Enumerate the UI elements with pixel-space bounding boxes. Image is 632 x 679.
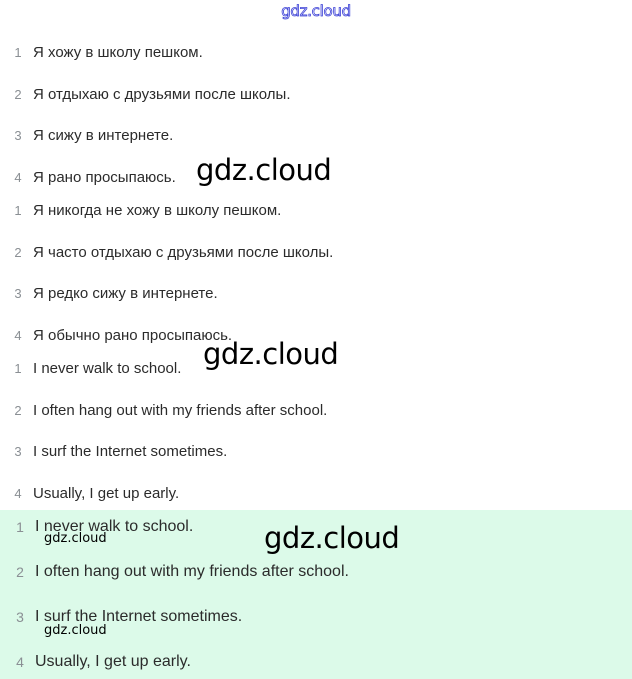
item-text: Я редко сижу в интернете. <box>33 284 218 302</box>
item-text: I never walk to school. <box>35 518 194 535</box>
item-number: 2 <box>16 564 24 580</box>
item-text: Я сижу в интернете. <box>33 126 174 144</box>
item-number: 2 <box>14 86 22 102</box>
list-item <box>12 439 227 463</box>
item-text: I often hang out with my friends after school. <box>35 563 349 580</box>
item-number: 1 <box>16 519 24 535</box>
item-text: Я обычно рано просыпаюсь. <box>33 326 233 344</box>
item-text: Usually, I get up early. <box>33 484 180 502</box>
item-text: Я никогда не хожу в школу пешком. <box>33 201 282 219</box>
item-text: I surf the Internet sometimes. <box>35 608 243 625</box>
watermark-large: gdz.cloud <box>264 521 400 555</box>
item-number: 2 <box>14 402 22 418</box>
list-item <box>12 356 181 380</box>
watermark-small: gdz.cloud <box>44 623 107 638</box>
item-text: Я рано просыпаюсь. <box>33 168 176 186</box>
watermark-large: gdz.cloud <box>203 337 339 371</box>
list-item <box>12 398 327 422</box>
item-number: 4 <box>16 654 24 670</box>
item-text: I often hang out with my friends after school. <box>33 401 328 419</box>
list-item <box>12 481 179 505</box>
list-item <box>14 650 191 674</box>
list-item <box>14 560 349 584</box>
item-number: 2 <box>14 244 22 260</box>
item-number: 3 <box>16 609 24 625</box>
watermark-top: gdz.cloud <box>281 2 351 20</box>
item-text: I never walk to school. <box>33 359 182 377</box>
watermark-large: gdz.cloud <box>196 153 332 187</box>
item-number: 1 <box>14 360 22 376</box>
item-number: 1 <box>14 44 22 60</box>
item-text: Я отдыхаю с друзьями после школы. <box>33 85 291 103</box>
item-number: 3 <box>14 127 22 143</box>
item-text: Я часто отдыхаю с друзьями после школы. <box>33 243 334 261</box>
item-number: 4 <box>14 327 22 343</box>
item-number: 1 <box>14 202 22 218</box>
item-text: Я хожу в школу пешком. <box>33 43 203 61</box>
item-number: 3 <box>14 285 22 301</box>
watermark-small: gdz.cloud <box>44 531 107 546</box>
item-text: I surf the Internet sometimes. <box>33 442 228 460</box>
item-number: 3 <box>14 443 22 459</box>
item-number: 4 <box>14 485 22 501</box>
item-number: 4 <box>14 169 22 185</box>
item-text: Usually, I get up early. <box>35 653 191 670</box>
